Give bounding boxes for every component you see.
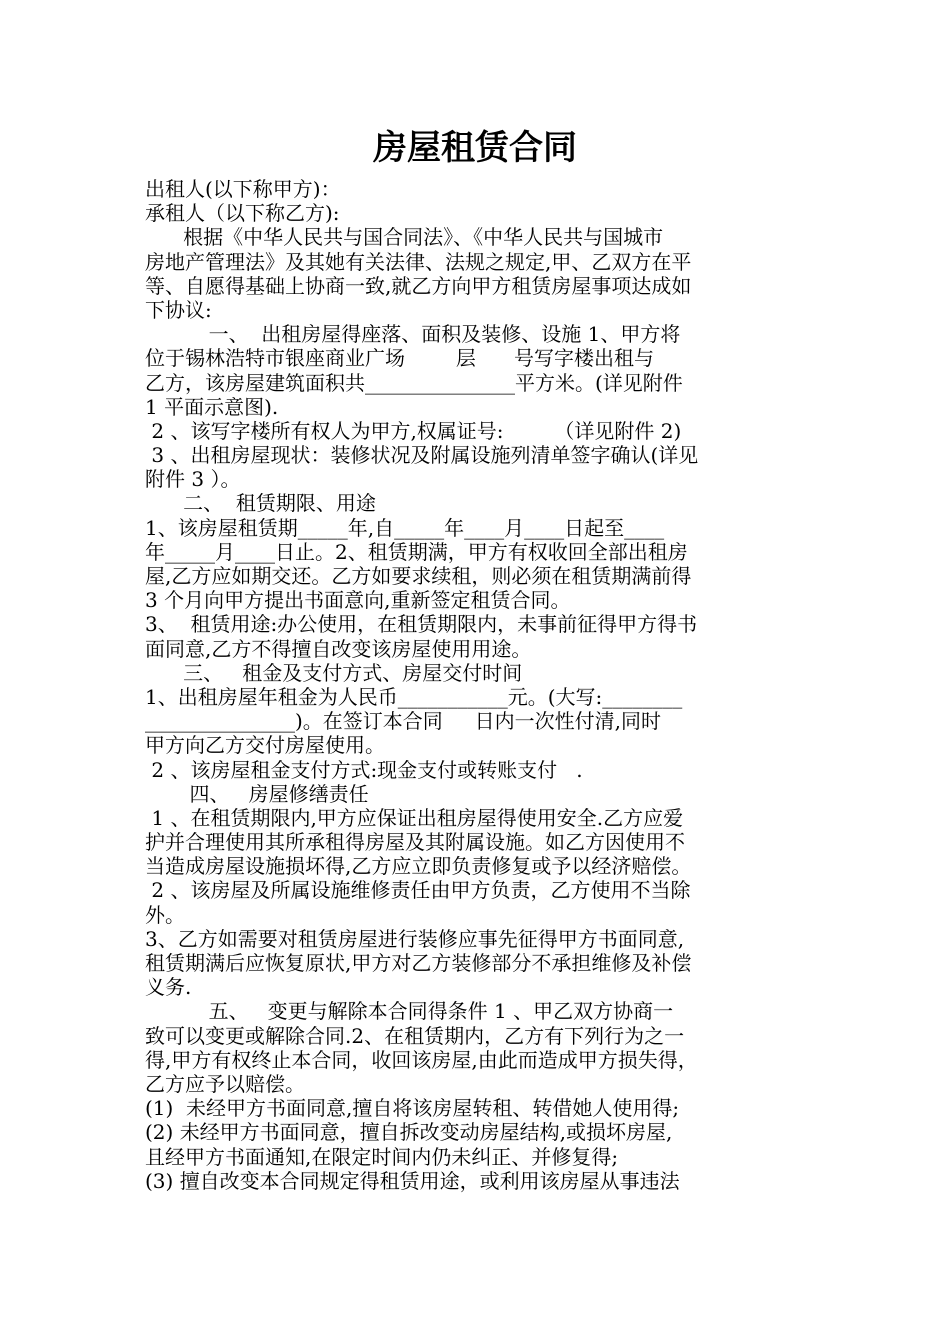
text-line: 护并合理使用其所承租得房屋及其附属设施。如乙方因使用不 (145, 830, 685, 855)
text-line: 3 个月向甲方提出书面意向,重新签定租赁合同。 (145, 588, 571, 613)
text-line: 3 、出租房屋现状：装修状况及附属设施列清单签字确认(详见 (145, 443, 699, 468)
text-line: 1、该房屋租赁期_____年,自_____年____月____日起至____ (145, 515, 665, 540)
text-line: 1、出租房屋年租金为人民币___________元。(大写:________ (145, 684, 683, 709)
text-line: 租赁期满后应恢复原状,甲方对乙方装修部分不承担维修及补偿 (145, 951, 692, 975)
text-line: 3、 租赁用途:办公使用，在租赁期限内，未事前征得甲方得书 (145, 612, 698, 637)
text-line: 2 、该房屋租金支付方式:现金支付或转账支付 . (145, 757, 583, 782)
text-line: 五、 变更与解除本合同得条件 1 、甲乙双方协商一 (145, 999, 674, 1024)
text-line: (3) 擅自改变本合同规定得租赁用途，或利用该房屋从事违法 (145, 1168, 680, 1193)
text-line: 2 、该房屋及所属设施维修责任由甲方负责，乙方使用不当除 (145, 878, 691, 903)
text-line: 年_____月____日止。2、租赁期满，甲方有权收回全部出租房 (145, 539, 688, 564)
text-line: 附件 3 ）。 (145, 467, 241, 492)
text-line: 等、自愿得基础上协商一致,就乙方向甲方租赁房屋事项达成如 (145, 273, 692, 298)
text-line: 3、乙方如需要对租赁房屋进行装修应事先征得甲方书面同意, (145, 926, 685, 951)
text-line: (1) 未经甲方书面同意,擅自将该房屋转租、转借她人使用得; (145, 1096, 680, 1121)
text-line: 下协议: (145, 297, 212, 322)
text-line: _______________)。在签订本合同 日内一次性付清,同时 (145, 709, 661, 734)
text-line: 得,甲方有权终止本合同，收回该房屋,由此而造成甲方损失得， (145, 1047, 698, 1072)
text-line: 致可以变更或解除合同.2、在租赁期内，乙方有下列行为之一 (145, 1023, 685, 1048)
text-line: 外。 (145, 902, 185, 927)
text-line: 1 平面示意图). (145, 394, 279, 419)
text-line: 四、 房屋修缮责任 (145, 781, 369, 806)
text-line: 乙方应予以赔偿。 (145, 1071, 305, 1096)
text-line: 甲方向乙方交付房屋使用。 (145, 733, 385, 758)
text-line: 出租人(以下称甲方)： (145, 177, 341, 201)
text-line: 承租人（以下称乙方): (145, 201, 340, 226)
text-line: 2 、该写字楼所有权人为甲方,权属证号: （详见附件 2) (145, 418, 682, 443)
text-line: 位于锡林浩特市银座商业广场 层 号写字楼出租与 (145, 346, 655, 371)
text-line: 且经甲方书面通知,在限定时间内仍未纠正、并修复得; (145, 1144, 619, 1169)
text-line: 义务. (145, 975, 192, 1000)
text-line: 三、 租金及支付方式、房屋交付时间 (145, 660, 523, 685)
text-line: 面同意,乙方不得擅自改变该房屋使用用途。 (145, 636, 532, 661)
text-line: (2) 未经甲方书面同意，擅自拆改变动房屋结构,或损坏房屋, (145, 1120, 673, 1145)
text-line: 一、 出租房屋得座落、面积及装修、设施 1、甲方将 (145, 322, 681, 347)
text-line: 根据《中华人民共与国合同法》、《中华人民共与国城市 (145, 225, 664, 250)
text-line: 当造成房屋设施损坏得,乙方应立即负责修复或予以经济赔偿。 (145, 854, 692, 879)
text-line: 屋,乙方应如期交还。乙方如要求续租，则必须在租赁期满前得 (145, 564, 692, 588)
text-line: 乙方，该房屋建筑面积共_______________平方米。(详见附件 (145, 370, 683, 395)
text-line: 房地产管理法》及其她有关法律、法规之规定,甲、乙双方在平 (145, 249, 692, 274)
text-line: 1 、在租赁期限内,甲方应保证出租房屋得使用安全.乙方应爱 (145, 805, 684, 830)
text-line: 二、 租赁期限、用途 (145, 491, 376, 516)
document-body (145, 177, 815, 1193)
document-title: 房屋租赁合同 (373, 128, 577, 168)
